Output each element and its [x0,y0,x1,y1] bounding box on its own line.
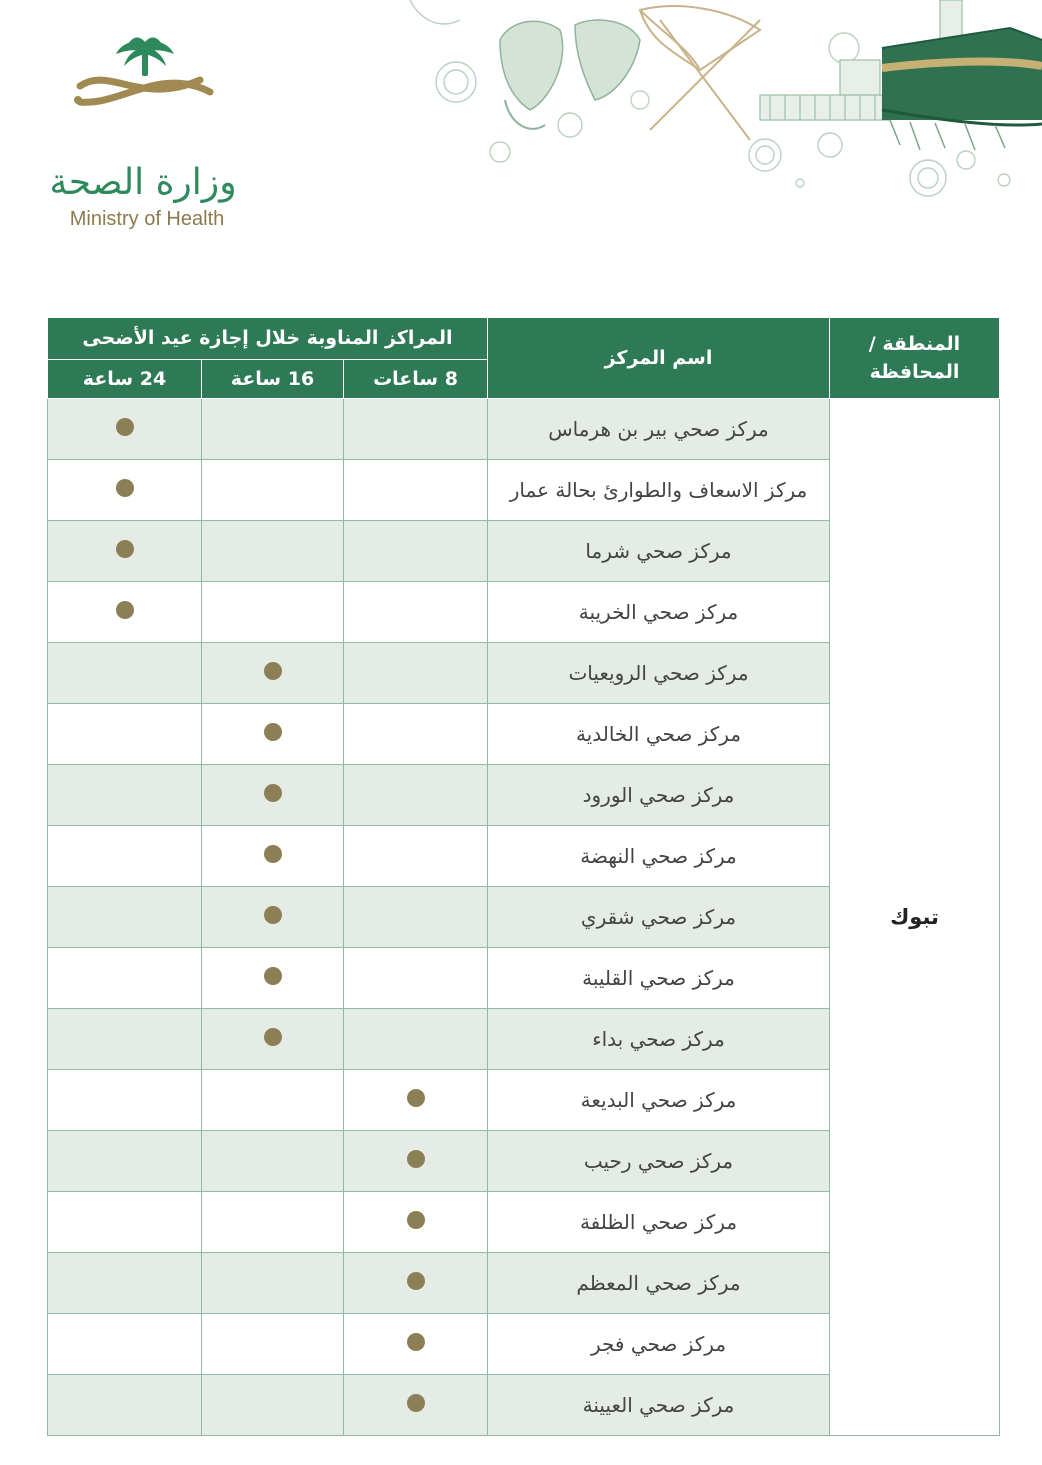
center-name-cell: مركز صحي النهضة [488,826,830,887]
hours-8-cell [344,1375,488,1436]
header-24-hours: 24 ساعة [48,359,202,399]
center-name-cell: مركز صحي القليبة [488,948,830,1009]
center-name-cell: مركز صحي فجر [488,1314,830,1375]
hours-8-cell [344,765,488,826]
duty-marker-icon [407,1272,425,1290]
duty-marker-icon [264,906,282,924]
header-center-name: اسم المركز [488,318,830,399]
duty-marker-icon [264,1028,282,1046]
palm-swords-emblem-icon [70,36,220,116]
hours-16-cell [202,765,344,826]
hours-16-cell [202,948,344,1009]
center-name-cell: مركز صحي شقري [488,887,830,948]
hours-8-cell [344,826,488,887]
center-name-cell: مركز صحي العيينة [488,1375,830,1436]
hours-8-cell [344,704,488,765]
center-name-cell: مركز صحي الخالدية [488,704,830,765]
duty-marker-icon [116,601,134,619]
duty-marker-icon [116,418,134,436]
hours-24-cell [48,765,202,826]
duty-marker-icon [264,967,282,985]
center-name-cell: مركز صحي بير بن هرماس [488,399,830,460]
hours-16-cell [202,643,344,704]
duty-marker-icon [264,784,282,802]
duty-marker-icon [264,662,282,680]
center-name-cell: مركز صحي بداء [488,1009,830,1070]
logo-arabic-name: وزارة الصحة [49,162,237,203]
ministry-logo [48,36,248,230]
hours-8-cell [344,948,488,1009]
center-name-cell: مركز صحي شرما [488,521,830,582]
center-name-cell: مركز صحي الظلفة [488,1192,830,1253]
hours-24-cell [48,399,202,460]
table-body [48,399,1000,1436]
center-name-cell: مركز الاسعاف والطوارئ بحالة عمار [488,460,830,521]
duty-centers-table [47,317,1000,1436]
center-name-cell: مركز صحي الخريبة [488,582,830,643]
hours-8-cell [344,887,488,948]
hours-24-cell [48,460,202,521]
hours-16-cell [202,826,344,887]
hours-24-cell [48,1131,202,1192]
hours-16-cell [202,704,344,765]
center-name-cell: مركز صحي البديعة [488,1070,830,1131]
hours-24-cell [48,704,202,765]
hours-16-cell [202,582,344,643]
hours-8-cell [344,1070,488,1131]
hours-8-cell [344,1131,488,1192]
header-16-hours: 16 ساعة [202,359,344,399]
hours-8-cell [344,1314,488,1375]
duty-marker-icon [264,845,282,863]
center-name-cell: مركز صحي رحيب [488,1131,830,1192]
logo-english-name: Ministry of Health [69,208,225,230]
center-name-cell: مركز صحي المعظم [488,1253,830,1314]
hours-8-cell [344,582,488,643]
hours-24-cell [48,521,202,582]
center-name-cell: مركز صحي الرويعيات [488,643,830,704]
duty-marker-icon [407,1394,425,1412]
hours-16-cell [202,1192,344,1253]
hours-24-cell [48,1253,202,1314]
hours-24-cell [48,1192,202,1253]
region-cell: تبوك [830,399,1000,1436]
header-duty-group: المراكز المناوبة خلال إجازة عيد الأضحى [48,318,488,360]
hours-16-cell [202,1009,344,1070]
duty-marker-icon [407,1211,425,1229]
hours-16-cell [202,521,344,582]
hours-24-cell [48,1070,202,1131]
decorative-hajj-illustration-icon [400,0,1042,205]
hours-16-cell [202,1131,344,1192]
duty-marker-icon [116,479,134,497]
hours-24-cell [48,1314,202,1375]
duty-marker-icon [407,1150,425,1168]
duty-marker-icon [116,540,134,558]
hours-24-cell [48,948,202,1009]
hours-16-cell [202,1375,344,1436]
hours-8-cell [344,1192,488,1253]
hours-16-cell [202,1314,344,1375]
hours-16-cell [202,887,344,948]
hours-8-cell [344,1009,488,1070]
hours-16-cell [202,1253,344,1314]
hours-24-cell [48,643,202,704]
hours-24-cell [48,826,202,887]
duty-marker-icon [407,1089,425,1107]
hours-16-cell [202,1070,344,1131]
header-region: المنطقة / المحافظة [830,318,1000,399]
hours-8-cell [344,1253,488,1314]
hours-16-cell [202,460,344,521]
hours-24-cell [48,1009,202,1070]
duty-marker-icon [407,1333,425,1351]
hours-16-cell [202,399,344,460]
hours-8-cell [344,643,488,704]
hours-24-cell [48,887,202,948]
header-8-hours: 8 ساعات [344,359,488,399]
hours-24-cell [48,1375,202,1436]
center-name-cell: مركز صحي الورود [488,765,830,826]
duty-marker-icon [264,723,282,741]
hours-8-cell [344,460,488,521]
hours-8-cell [344,399,488,460]
hours-8-cell [344,521,488,582]
table-row [48,399,1000,460]
hours-24-cell [48,582,202,643]
